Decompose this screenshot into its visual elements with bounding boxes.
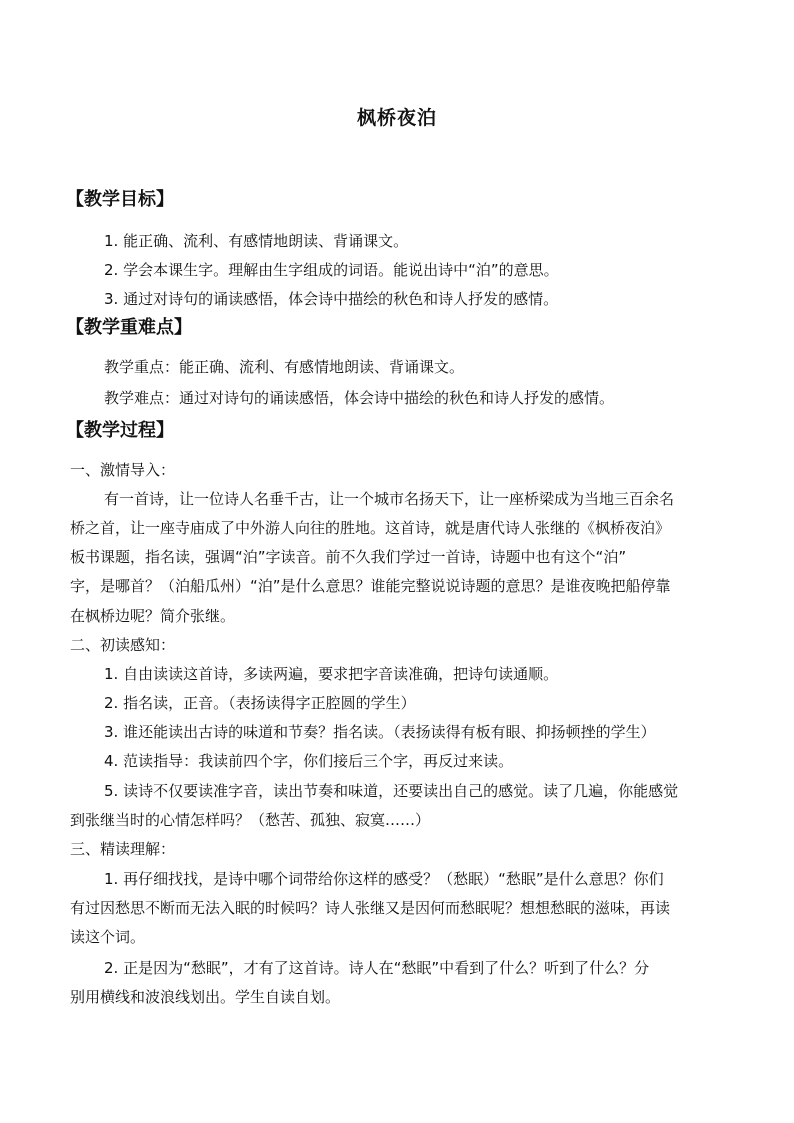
goal-item: 3. 通过对诗句的诵读感悟，体会诗中描绘的秋色和诗人抒发的感情。 bbox=[104, 290, 559, 308]
paragraph-line: 2. 指名读，正音。（表扬读得字正腔圆的学生） bbox=[104, 694, 416, 712]
process-part-label: 二、初读感知： bbox=[70, 636, 176, 654]
section-heading-process: 【教学过程】 bbox=[66, 420, 174, 441]
paragraph-line: 桥之首，让一座寺庙成了中外游人向往的胜地。这首诗，就是唐代诗人张继的《枫桥夜泊》 bbox=[70, 519, 671, 537]
document-title: 枫桥夜泊 bbox=[356, 107, 437, 129]
paragraph-line: 板书课题，指名读，强调“泊”字读音。前不久我们学过一首诗，诗题中也有这个“泊” bbox=[70, 548, 627, 566]
paragraph-line: 5. 读诗不仅要读准字音，读出节奏和味道，还要读出自己的感觉。读了几遍，你能感觉 bbox=[104, 782, 679, 800]
paragraph-line: 在枫桥边呢？简介张继。 bbox=[70, 607, 236, 625]
goal-item: 1. 能正确、流利、有感情地朗读、背诵课文。 bbox=[104, 232, 409, 250]
paragraph-line: 4. 范读指导：我读前四个字，你们接后三个字，再反过来读。 bbox=[104, 752, 514, 770]
process-part-label: 一、激情导入： bbox=[70, 461, 176, 479]
paragraph-line: 1. 再仔细找找，是诗中哪个词带给你这样的感受？（愁眠）“愁眠”是什么意思？你们 bbox=[104, 870, 664, 888]
section-heading-goals: 【教学目标】 bbox=[66, 189, 174, 210]
paragraph-line: 1. 自由读读这首诗，多读两遍，要求把字音读准确，把诗句读通顺。 bbox=[104, 665, 559, 683]
paragraph-line: 2. 正是因为“愁眠”，才有了这首诗。诗人在“愁眠”中看到了什么？听到了什么？分 bbox=[104, 959, 650, 977]
keypoint-item: 教学难点：通过对诗句的诵读感悟，体会诗中描绘的秋色和诗人抒发的感情。 bbox=[104, 389, 615, 407]
section-heading-keypoints: 【教学重难点】 bbox=[66, 317, 192, 338]
goal-item: 2. 学会本课生字。理解由生字组成的词语。能说出诗中“泊”的意思。 bbox=[104, 261, 559, 279]
paragraph-line: 字，是哪首？（泊船瓜州）“泊”是什么意思？谁能完整说说诗题的意思？是谁夜晚把船停靠 bbox=[70, 577, 671, 595]
process-part-label: 三、精读理解： bbox=[70, 840, 176, 858]
paragraph-line: 读这个词。 bbox=[70, 928, 146, 946]
paragraph-line: 到张继当时的心情怎样吗？（愁苦、孤独、寂寞……） bbox=[70, 811, 431, 829]
paragraph-line: 有一首诗，让一位诗人名垂千古，让一个城市名扬天下，让一座桥梁成为当地三百余名 bbox=[104, 490, 675, 508]
paragraph-line: 3. 谁还能读出古诗的味道和节奏？指名读。（表扬读得有板有眼、抑扬顿挫的学生） bbox=[104, 723, 656, 741]
paragraph-line: 有过因愁思不断而无法入眠的时候吗？诗人张继又是因何而愁眠呢？想想愁眠的滋味，再读 bbox=[70, 899, 671, 917]
keypoint-item: 教学重点：能正确、流利、有感情地朗读、背诵课文。 bbox=[104, 358, 465, 376]
paragraph-line: 别用横线和波浪线划出。学生自读自划。 bbox=[70, 988, 341, 1006]
